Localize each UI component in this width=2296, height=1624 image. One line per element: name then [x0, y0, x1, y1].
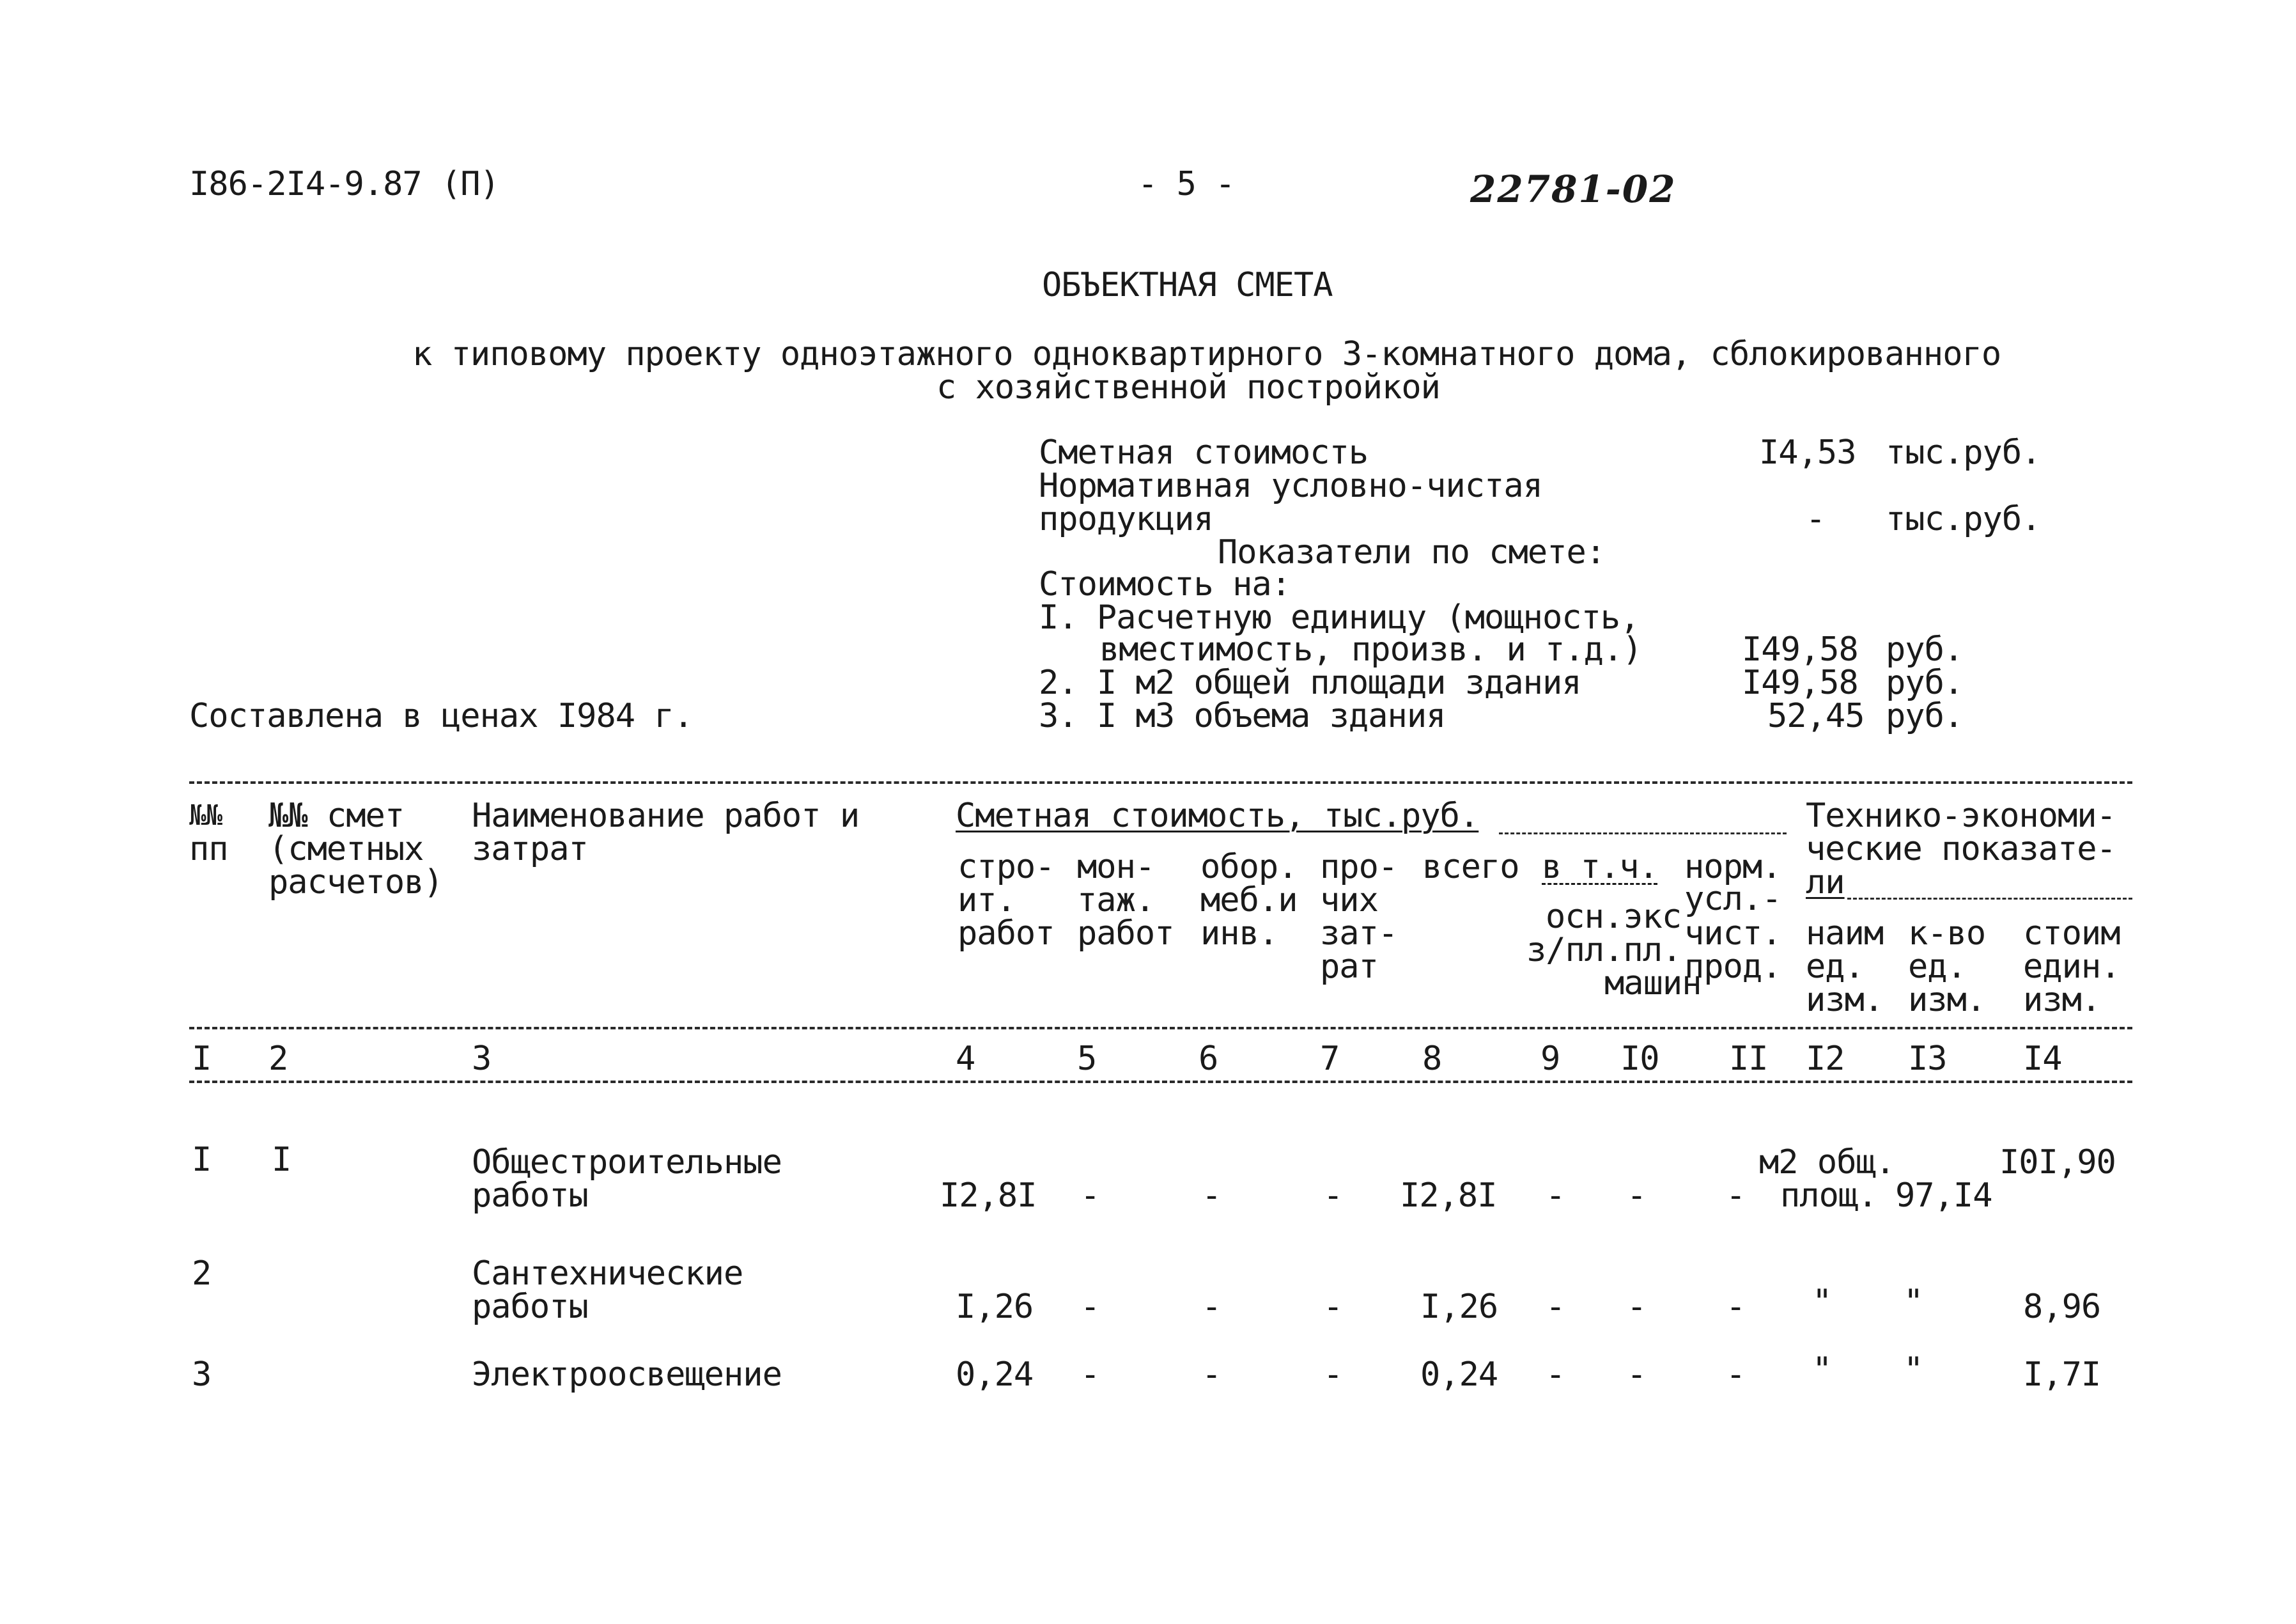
header-c5-line3: работ	[1077, 914, 1174, 953]
indicator-item2-value: I49,58	[1742, 664, 1858, 702]
row2-unit-name: "	[1812, 1283, 1832, 1321]
row2-machine-wages: -	[1627, 1288, 1647, 1326]
estimated-cost-label: Сметная стоимость	[1039, 433, 1369, 472]
document-code: I86-2I4-9.87 (П)	[189, 165, 499, 203]
colnum-2: 2	[268, 1040, 288, 1078]
header-c11-line1: норм.	[1684, 848, 1781, 886]
column-numbers-rule	[189, 1081, 2132, 1083]
indicator-item2-unit: руб.	[1886, 664, 1964, 702]
header-col3-line2: затрат	[472, 830, 588, 868]
row1-unit-name-line2: площ.	[1780, 1176, 1877, 1215]
header-group-underline-tail	[1499, 832, 1787, 834]
header-tech-group-line3: ли	[1806, 863, 1845, 902]
row1-net-product: -	[1726, 1176, 1746, 1215]
header-c9-10-line1: осн.экс	[1546, 898, 1682, 936]
colnum-13: I3	[1908, 1040, 1947, 1078]
row3-other-cost: -	[1323, 1355, 1343, 1394]
header-tech-group-line2: ческие показате-	[1806, 830, 2116, 868]
document-subtitle-line1: к типовому проекту одноэтажного одноквартирного 3-комнатного дома, сблокированного	[412, 335, 2001, 373]
indicator-item3-value: 52,45	[1767, 697, 1865, 735]
net-product-value: -	[1806, 500, 1826, 538]
indicator-item1-line1: I. Расчетную единицу (мощность,	[1039, 598, 1640, 637]
row3-total-cost: 0,24	[1420, 1355, 1498, 1394]
row1-other-cost: -	[1323, 1176, 1343, 1215]
header-c6-line1: обор.	[1200, 848, 1298, 886]
row1-name-line1: Общестроительные	[472, 1143, 782, 1182]
colnum-5: 5	[1077, 1040, 1097, 1078]
header-c12-line1: наим	[1806, 914, 1884, 953]
header-c7-line2: чих	[1320, 881, 1378, 919]
header-col1-line2: пп	[189, 830, 228, 868]
colnum-12: I2	[1806, 1040, 1845, 1078]
row1-installation-cost: -	[1080, 1176, 1100, 1215]
table-top-rule	[189, 781, 2132, 784]
row2-installation-cost: -	[1080, 1288, 1100, 1326]
header-c4-line3: работ	[958, 914, 1055, 953]
row2-equipment-cost: -	[1202, 1288, 1222, 1326]
row2-construction-cost: I,26	[956, 1288, 1034, 1326]
header-c5-line1: мон-	[1077, 848, 1155, 886]
header-c9-10-group: в т.ч.	[1542, 848, 1658, 886]
row1-construction-cost: I2,8I	[940, 1176, 1037, 1215]
header-c4-line2: ит.	[958, 881, 1016, 919]
document-subtitle-line2: с хозяйственной постройкой	[936, 368, 1440, 407]
row1-name-line2: работы	[472, 1176, 588, 1215]
header-col3-line1: Наименование работ и	[472, 797, 860, 835]
colnum-11: II	[1729, 1040, 1768, 1078]
header-c11-line2: усл.-	[1684, 880, 1781, 918]
header-tech-group-line1: Технико-экономи-	[1806, 797, 2116, 835]
indicators-heading: Показатели по смете:	[1218, 533, 1606, 572]
row2-other-cost: -	[1323, 1288, 1343, 1326]
row1-number: I	[192, 1141, 212, 1179]
row3-unit-quantity: "	[1904, 1350, 1923, 1389]
net-product-unit: тыс.руб.	[1886, 500, 2041, 538]
colnum-3: 3	[472, 1040, 492, 1078]
net-product-label-line2: продукция	[1039, 500, 1213, 538]
document-title: ОБЪЕКТНАЯ СМЕТА	[1042, 266, 1333, 304]
colnum-6: 6	[1198, 1040, 1218, 1078]
row1-wages: -	[1546, 1176, 1565, 1215]
header-tech-underline	[1847, 898, 2132, 900]
indicator-item1-line2: вместимость, произв. и т.д.)	[1099, 630, 1642, 669]
row2-name-line1: Сантехнические	[472, 1254, 743, 1293]
header-c4-line1: стро-	[958, 848, 1055, 886]
header-c13-line1: к-во	[1908, 914, 1986, 953]
colnum-8: 8	[1422, 1040, 1442, 1078]
row3-machine-wages: -	[1627, 1355, 1647, 1394]
row3-installation-cost: -	[1080, 1355, 1100, 1394]
header-c9-10-line2: з/пл.пл.	[1526, 931, 1682, 969]
colnum-7: 7	[1320, 1040, 1340, 1078]
row3-unit-cost: I,7I	[2023, 1355, 2101, 1394]
indicator-item3-unit: руб.	[1886, 697, 1964, 735]
header-bottom-rule	[189, 1027, 2132, 1029]
header-c14-line3: изм.	[2023, 981, 2101, 1019]
indicator-item1-value: I49,58	[1742, 630, 1858, 669]
header-col2-line2: (сметных	[268, 830, 424, 868]
row1-total-cost: I2,8I	[1400, 1176, 1497, 1215]
header-c8: всего	[1422, 848, 1519, 886]
row3-equipment-cost: -	[1202, 1355, 1222, 1394]
handwritten-registration-number: 22781-02	[1470, 168, 1677, 211]
row1-unit-name-line1: м2 общ.	[1759, 1143, 1895, 1182]
header-c7-line4: рат	[1320, 948, 1378, 986]
row2-name-line2: работы	[472, 1288, 588, 1326]
header-c6-line3: инв.	[1200, 914, 1278, 953]
header-c11-line3: чист.	[1684, 914, 1781, 953]
header-c7-line1: про-	[1320, 848, 1398, 886]
colnum-14: I4	[2023, 1040, 2062, 1078]
row1-machine-wages: -	[1627, 1176, 1647, 1215]
row1-unit-quantity: 97,I4	[1895, 1176, 1992, 1215]
row2-net-product: -	[1726, 1288, 1746, 1326]
header-c7-line3: зат-	[1320, 914, 1398, 953]
header-c9-10-line3: машин	[1604, 964, 1702, 1003]
indicator-item3-label: 3. I м3 объема здания	[1039, 697, 1446, 735]
net-product-label-line1: Нормативная условно-чистая	[1039, 467, 1542, 505]
row3-name: Электроосвещение	[472, 1355, 782, 1394]
header-c13-line2: ед.	[1908, 948, 1966, 986]
row3-construction-cost: 0,24	[956, 1355, 1034, 1394]
estimated-cost-unit: тыс.руб.	[1886, 433, 2041, 472]
row1-estimate-number: I	[272, 1141, 291, 1179]
row1-unit-cost: I0I,90	[1999, 1143, 2116, 1182]
cost-per-label: Стоимость на:	[1039, 565, 1291, 604]
header-col1-line1: №№	[189, 799, 222, 832]
page-number: - 5 -	[1138, 165, 1235, 203]
header-c13-line3: изм.	[1908, 981, 1986, 1019]
header-col2-line1: №№ смет	[268, 797, 405, 835]
row3-number: 3	[192, 1355, 212, 1394]
row1-equipment-cost: -	[1202, 1176, 1222, 1215]
header-estimated-cost-group: Сметная стоимость, тыс.руб.	[956, 797, 1479, 835]
colnum-1: I	[192, 1040, 212, 1078]
estimated-cost-value: I4,53	[1759, 433, 1856, 472]
row3-wages: -	[1546, 1355, 1565, 1394]
row3-unit-name: "	[1812, 1350, 1832, 1389]
header-c14-line2: един.	[2023, 948, 2120, 986]
row2-number: 2	[192, 1254, 212, 1293]
header-c14-line1: стоим	[2023, 914, 2120, 953]
prices-note: Составлена в ценах I984 г.	[189, 697, 693, 735]
header-c12-line2: ед.	[1806, 948, 1864, 986]
row2-unit-quantity: "	[1904, 1283, 1923, 1321]
header-c5-line2: таж.	[1077, 881, 1155, 919]
header-col2-line3: расчетов)	[268, 863, 443, 902]
row2-wages: -	[1546, 1288, 1565, 1326]
header-c12-line3: изм.	[1806, 981, 1884, 1019]
row2-total-cost: I,26	[1420, 1288, 1498, 1326]
colnum-9: 9	[1540, 1040, 1560, 1078]
indicator-item1-unit: руб.	[1886, 630, 1964, 669]
row2-unit-cost: 8,96	[2023, 1288, 2101, 1326]
indicator-item2-label: 2. I м2 общей площади здания	[1039, 664, 1581, 702]
colnum-4: 4	[956, 1040, 975, 1078]
header-c11-line4: прод.	[1684, 948, 1781, 986]
colnum-10: I0	[1620, 1040, 1659, 1078]
header-c6-line2: меб.и	[1200, 881, 1298, 919]
row3-net-product: -	[1726, 1355, 1746, 1394]
